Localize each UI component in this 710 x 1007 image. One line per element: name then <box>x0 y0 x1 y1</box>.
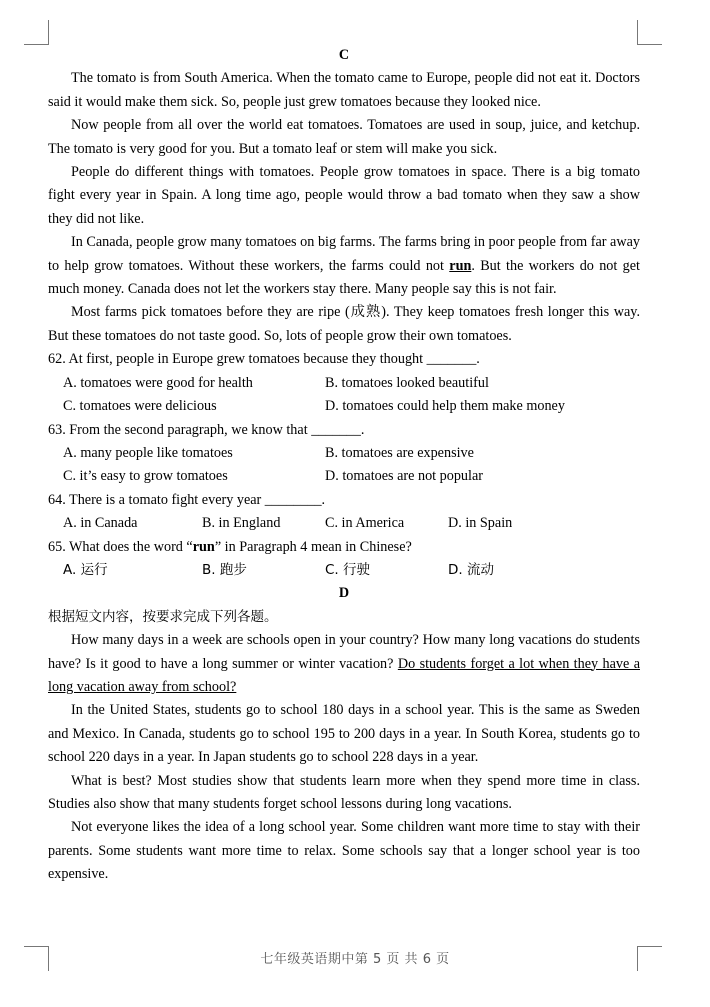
passage-c-paragraph-2: Now people from all over the world eat tomatoes. Tomatoes are used in soup, juice, and ketchup. The tomato is very good for you. But a tomato leaf or stem will make you sick. <box>48 117 640 157</box>
passage-d-p1-text: How many days in a week are schools open in your country? How many long vacations do students have? Is it good to have a long summer or winter vacation? <box>48 632 640 672</box>
question-63-options-row-2 <box>48 465 640 488</box>
q62-option-a: A. tomatoes were good for health <box>63 374 253 391</box>
passage-c-paragraph-4 <box>48 231 640 301</box>
passage-c-paragraph-1: The tomato is from South America. When the tomato came to Europe, people did not eat it. Doctors said it would make them sick. So, people just grew tomatoes because they looked nice. <box>48 70 640 110</box>
paragraph-4-text-b: . But the workers do not get much money. Canada does not let the workers stay there. Many people say this is not fair. <box>48 257 640 298</box>
question-62-options-row-2 <box>48 395 640 418</box>
page-content <box>48 44 640 887</box>
q65-option-b: B. 跑步 <box>202 561 247 578</box>
question-63-options-row-1 <box>48 442 640 465</box>
q63-option-d: D. tomatoes are not popular <box>325 468 483 485</box>
crop-mark-top-right <box>637 20 662 45</box>
q63-option-c: C. it’s easy to grow tomatoes <box>63 468 228 485</box>
paragraph-4-text-a: In Canada, people grow many tomatoes on big farms. The farms bring in poor people from far away to help grow tomatoes. Without these workers, the farms could not <box>48 234 640 274</box>
q65-stem-a: 65. What does the word “ <box>48 538 193 555</box>
q65-stem-b: ” in Paragraph 4 mean in Chinese? <box>214 538 412 555</box>
question-62-options-row-1 <box>48 372 640 395</box>
section-d-instruction: 根据短文内容，按要求完成下列各题。 <box>48 608 278 625</box>
question-62-stem: 62. At first, people in Europe grew tomatoes because they thought _______. <box>48 351 480 368</box>
question-64-stem: 64. There is a tomato fight every year ________. <box>48 491 326 508</box>
passage-d-paragraph-3: What is best? Most studies show that students learn more when they spend more time in class. Studies also show that many students forget school lessons during long vacations. <box>48 772 640 812</box>
q65-option-a: A. 运行 <box>63 561 108 578</box>
keyword-run: run <box>449 257 472 274</box>
question-65-options <box>48 559 640 582</box>
question-63-stem: 63. From the second paragraph, we know that _______. <box>48 421 365 438</box>
page-footer: 七年级英语期中第 5 页 共 6 页 <box>260 952 450 967</box>
q64-option-c: C. in America <box>325 515 405 532</box>
question-64-options <box>48 512 640 535</box>
question-65-stem <box>48 536 640 559</box>
q65-option-d: D. 流动 <box>448 561 494 578</box>
q64-option-d: D. in Spain <box>448 515 513 532</box>
q62-option-c: C. tomatoes were delicious <box>63 398 217 415</box>
crop-mark-top-left <box>24 20 49 45</box>
underlined-question-sentence: Do students forget a lot when they have a long vacation away from school? <box>48 655 640 695</box>
q64-option-b: B. in England <box>202 515 281 532</box>
passage-d-paragraph-4: Not everyone likes the idea of a long school year. Some children want more time to stay with their parents. Some students want more time to relax. Some schools say that a longer school year is too expensive. <box>48 819 640 883</box>
q65-keyword-run: run <box>192 538 215 555</box>
q62-option-d: D. tomatoes could help them make money <box>325 398 565 415</box>
q63-option-b: B. tomatoes are expensive <box>325 444 474 461</box>
q62-option-b: B. tomatoes looked beautiful <box>325 374 489 391</box>
passage-d-paragraph-1 <box>48 629 640 699</box>
passage-d-paragraph-2: In the United States, students go to school 180 days in a school year. This is the same as Sweden and Mexico. In Canada, students go to school 195 to 200 days in a year. In South Korea, students go to school 220 days in a year. In Japan students go to school 228 days in a year. <box>48 702 640 766</box>
section-d-heading: D <box>338 585 350 602</box>
section-c-heading: C <box>338 47 350 63</box>
q65-option-c: C. 行驶 <box>325 561 371 578</box>
q64-option-a: A. in Canada <box>63 515 138 532</box>
passage-c-paragraph-3: People do different things with tomatoes. People grow tomatoes in space. There is a big tomato fight every year in Spain. A long time ago, people would throw a bad tomato when they saw a show they did not like. <box>48 164 640 227</box>
passage-c-paragraph-5: Most farms pick tomatoes before they are ripe (成熟). They keep tomatoes fresh longer this way. But these tomatoes do not taste good. So, lots of people grow their own tomatoes. <box>48 304 640 344</box>
q63-option-a: A. many people like tomatoes <box>63 444 233 461</box>
